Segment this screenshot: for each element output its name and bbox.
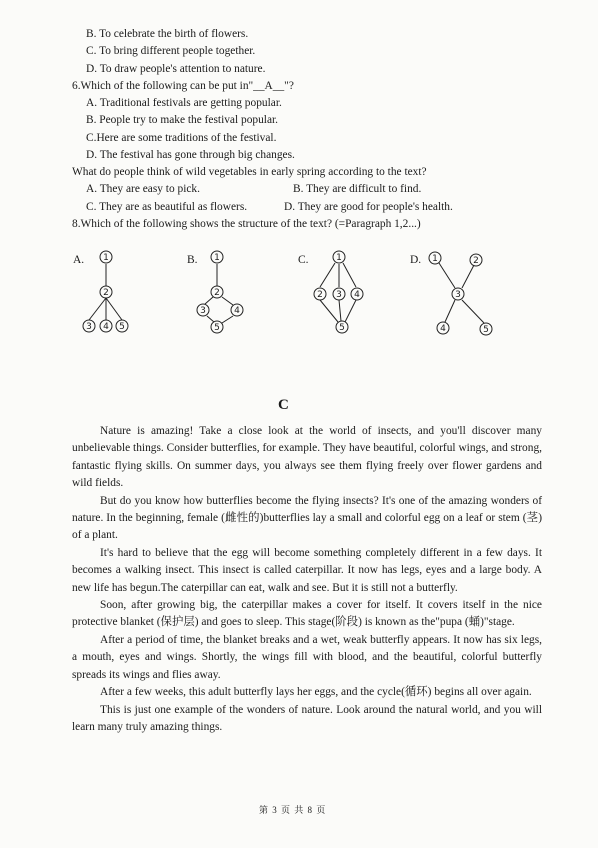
svg-text:1: 1 (103, 253, 109, 263)
svg-text:2: 2 (103, 288, 109, 298)
diagram-a-label: A. (73, 254, 85, 266)
page-footer: 第 3 页 共 8 页 (259, 805, 327, 815)
q6-option-a: A. Traditional festivals are getting popular. (86, 97, 282, 109)
passage-paragraph-7: This is just one example of the wonders of nature. Look around the natural world, and you will learn many truly amazing things. (72, 703, 542, 733)
q7-stem: What do people think of wild vegetables in early spring according to the text? (72, 166, 427, 178)
diagram-b (197, 251, 243, 333)
section-title: C (278, 397, 289, 413)
svg-text:5: 5 (483, 325, 489, 335)
svg-text:3: 3 (336, 290, 342, 300)
diagram-b-label: B. (187, 254, 198, 266)
svg-text:1: 1 (336, 253, 342, 263)
passage-paragraph-4: Soon, after growing big, the caterpillar makes a cover for itself. It covers itself in the nice protective blanket (保护层) and goes to sleep. This stage(阶段) is known as the"pupa (蛹)"stage. (72, 599, 542, 629)
svg-text:2: 2 (214, 288, 220, 298)
q6-option-b: B. People try to make the festival popular. (86, 114, 279, 126)
svg-text:4: 4 (234, 306, 240, 316)
q5-option-d: D. To draw people's attention to nature. (86, 63, 266, 75)
passage-paragraph-1: Nature is amazing! Take a close look at the world of insects, and you'll discover many unbelievable things. Consider butterflies, for example. They have beautiful, colorful wings, and strong, fantastic flying skills. On summer days, you always see them flying freely over flower gardens and wild fields. (72, 425, 542, 490)
svg-text:5: 5 (214, 323, 220, 333)
passage-paragraph-6: After a few weeks, this adult butterfly lays her eggs, and the cycle(循环) begins all over again. (100, 686, 532, 699)
svg-text:5: 5 (119, 322, 125, 332)
passage-paragraph-3: It's hard to believe that the egg will become something completely different in a few days. It becomes a walking insect. This insect is called caterpillar. It now has legs, eyes and a large body. A new life has begun.The caterpillar can eat, walk and see. But it is still not a butterfly. (72, 546, 542, 594)
q6-option-d: D. The festival has gone through big changes. (86, 149, 295, 161)
svg-text:3: 3 (455, 290, 461, 300)
diagram-d-label: D. (410, 254, 422, 266)
svg-text:2: 2 (473, 256, 479, 266)
svg-text:5: 5 (339, 323, 345, 333)
svg-text:3: 3 (86, 322, 92, 332)
q5-option-c: C. To bring different people together. (86, 45, 256, 57)
q5-option-b: B. To celebrate the birth of flowers. (86, 28, 249, 40)
diagram-c-label: C. (298, 254, 309, 266)
q6-option-c: C.Here are some traditions of the festival. (86, 132, 277, 144)
svg-text:4: 4 (440, 324, 446, 334)
passage-paragraph-5: After a period of time, the blanket breaks and a wet, weak butterfly appears. It now has six legs, a mouth, eyes and wings. Shortly, the wings fill with blood, and the beautiful, colorful butterfly spreads its wings and flies away. (72, 633, 542, 681)
q7-option-c: C. They are as beautiful as flowers. (86, 201, 248, 213)
q7-option-d: D. They are good for people's health. (284, 201, 453, 213)
svg-text:1: 1 (432, 254, 438, 264)
svg-text:3: 3 (200, 306, 206, 316)
svg-text:4: 4 (354, 290, 360, 300)
svg-text:2: 2 (317, 290, 323, 300)
passage-paragraph-2: But do you know how butterflies become the flying insects? It's one of the amazing wonders of nature. In the beginning, female (雌性的)butterflies lay a small and colorful egg on a leaf or stem (茎) of a plant. (72, 494, 542, 542)
q8-stem: 8.Which of the following shows the structure of the text? (=Paragraph 1,2...) (72, 218, 421, 230)
q7-option-a: A. They are easy to pick. (86, 183, 200, 195)
svg-text:1: 1 (214, 253, 220, 263)
q7-option-b: B. They are difficult to find. (293, 183, 422, 195)
passage (72, 423, 542, 736)
svg-text:4: 4 (103, 322, 109, 332)
q6-stem: 6.Which of the following can be put in"__A__"? (72, 80, 294, 92)
